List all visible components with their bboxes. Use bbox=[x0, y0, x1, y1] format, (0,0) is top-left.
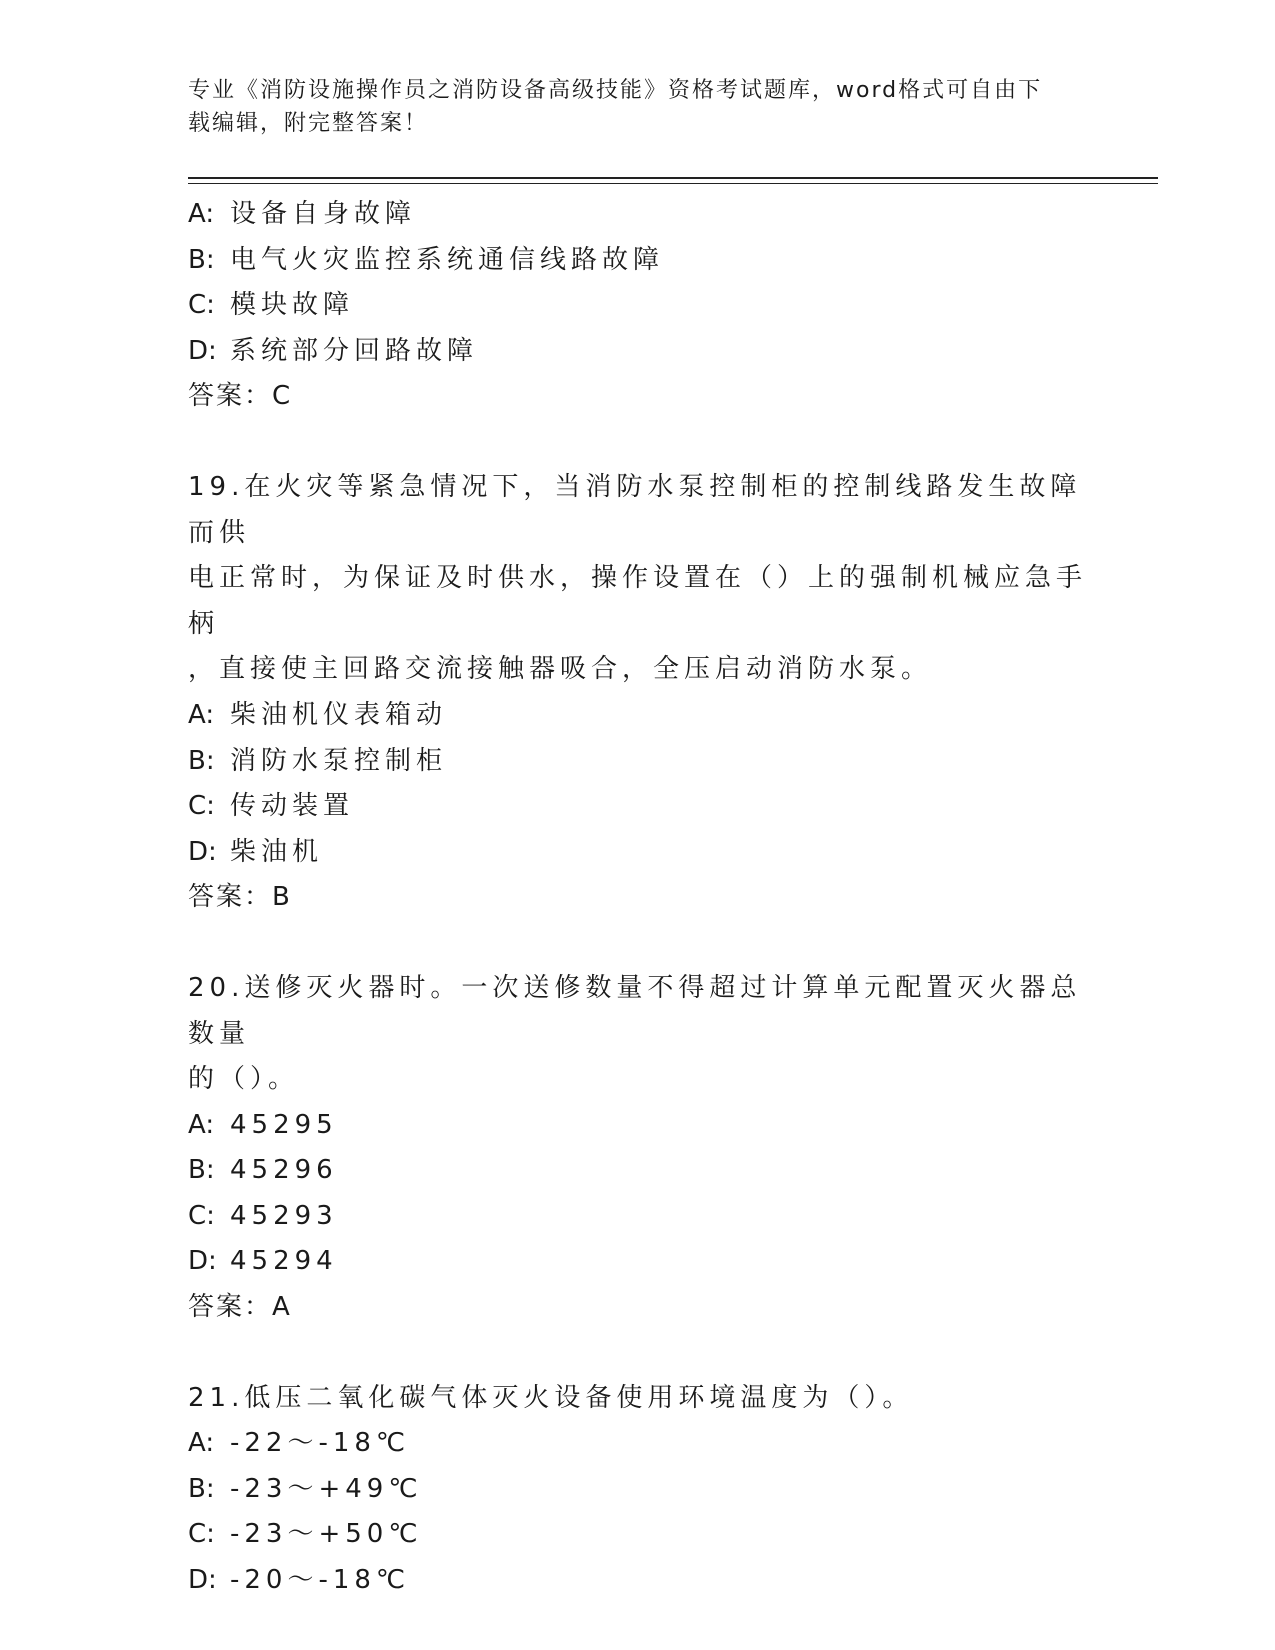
question-text-line: 19.在火灾等紧急情况下，当消防水泵控制柜的控制线路发生故障而供 bbox=[188, 471, 1082, 548]
option-a: A: -22～-18℃ bbox=[188, 1428, 411, 1459]
question-text-line: 20.送修灭火器时。一次送修数量不得超过计算单元配置灭火器总数量 bbox=[188, 972, 1082, 1049]
answer: 答案：A bbox=[188, 1292, 292, 1323]
question-text-line: 电正常时，为保证及时供水，操作设置在（）上的强制机械应急手柄 bbox=[188, 563, 1088, 639]
question-text-line: 的（）。 bbox=[188, 1064, 300, 1095]
question-text-line: ，直接使主回路交流接触器吸合，全压启动消防水泵。 bbox=[188, 654, 933, 685]
option-b: B: 电气火灾监控系统通信线路故障 bbox=[188, 244, 665, 275]
answer: 答案：B bbox=[188, 882, 292, 913]
option-b: B: 消防水泵控制柜 bbox=[188, 745, 448, 776]
option-c: C: 45293 bbox=[188, 1200, 338, 1231]
option-a: A: 45295 bbox=[188, 1109, 338, 1140]
option-d: D: 柴油机 bbox=[188, 836, 324, 867]
question-20 bbox=[188, 966, 1088, 1331]
option-c: C: 模块故障 bbox=[188, 290, 355, 321]
header-line-2: 载编辑，附完整答案！ bbox=[188, 111, 429, 136]
option-d: D: -20～-18℃ bbox=[188, 1565, 411, 1596]
header-line-1: 专业《消防设施操作员之消防设备高级技能》资格考试题库，word格式可自由下 bbox=[188, 78, 1043, 103]
answer: 答案：C bbox=[188, 381, 293, 412]
option-a: A: 柴油机仪表箱动 bbox=[188, 699, 448, 730]
option-b: B: -23～+49℃ bbox=[188, 1473, 423, 1504]
option-c: C: -23～+50℃ bbox=[188, 1519, 423, 1550]
option-d: D: 45294 bbox=[188, 1246, 338, 1277]
question-text-line: 21.低压二氧化碳气体灭火设备使用环境温度为（）。 bbox=[188, 1382, 914, 1413]
document-header bbox=[188, 74, 1068, 140]
option-c: C: 传动装置 bbox=[188, 791, 355, 822]
header-divider-thick bbox=[188, 177, 1158, 179]
option-a: A: 设备自身故障 bbox=[188, 199, 417, 229]
header-divider-thin bbox=[188, 183, 1158, 184]
question-18-options bbox=[188, 192, 1088, 420]
question-list bbox=[188, 192, 1088, 1604]
option-d: D: 系统部分回路故障 bbox=[188, 335, 479, 366]
question-21 bbox=[188, 1376, 1088, 1604]
question-19 bbox=[188, 465, 1088, 921]
option-b: B: 45296 bbox=[188, 1155, 338, 1186]
